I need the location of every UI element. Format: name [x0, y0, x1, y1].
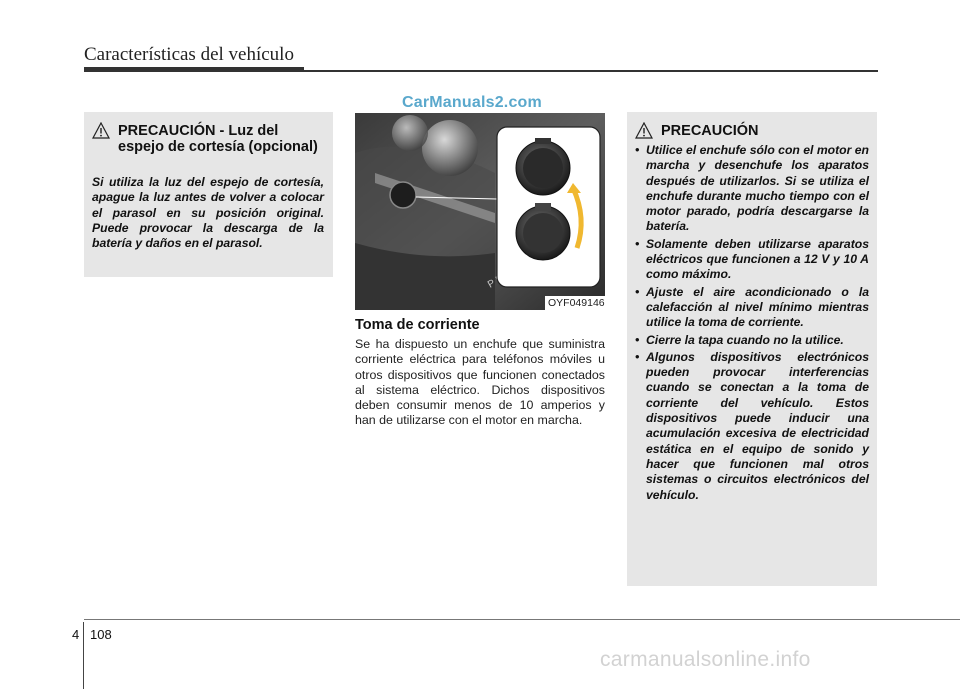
bullet-item — [635, 333, 869, 348]
header-rule-thick — [84, 67, 304, 72]
bullet-dot: • — [635, 236, 640, 251]
page-header-title: Características del vehículo — [84, 44, 294, 65]
bullet-dot: • — [635, 284, 640, 299]
caution-text: Si utiliza la luz del espejo de cortesía, apague la luz antes de volver a colocar el parasol en su posición original. Puede provocar la descarga de la batería y daños en el parasol. — [92, 175, 324, 251]
bullet-text: Algunos dispositivos electrónicos pueden provocar interferencias cuando se conectan a la toma de corriente del vehículo. Estos dispositivos puede inducir una acumulación excesiva de electricidad estática en el equipo de sonido y hacer que funcionen mal otros sistemas o circuitos electrónicos del vehículo. — [646, 349, 869, 502]
bullet-item — [635, 143, 869, 235]
warning-triangle-icon — [92, 122, 110, 139]
header-rule-thin — [304, 70, 878, 72]
caution-box-mirror-light — [84, 112, 333, 277]
page-number: 108 — [90, 627, 112, 642]
bullet-text: Solamente deben utilizarse aparatos eléctricos que funcionen a 12 V y 10 A como máximo. — [646, 236, 869, 282]
bullet-item — [635, 285, 869, 331]
chapter-number: 4 — [72, 627, 80, 642]
bullet-dot: • — [635, 332, 640, 347]
bullet-text: Utilice el enchufe sólo con el motor en marcha y desenchufe los aparatos después de utilizarlos. Si se utiliza el enchufe durante mucho tiempo con el motor parado, podría descargarse la batería. — [646, 143, 869, 234]
caution-bullet-list — [635, 143, 869, 505]
bullet-item — [635, 350, 869, 503]
bullet-dot: • — [635, 349, 640, 364]
power-outlet-photo — [355, 113, 605, 310]
bullet-text: Ajuste el aire acondicionado o la calefacción al nivel mínimo mientras utilice la toma de corriente. — [646, 284, 869, 330]
watermark-bottom-link[interactable]: carmanualsonline.info — [600, 648, 811, 671]
svg-text:P R N: P — [486, 277, 498, 291]
section-heading: Toma de corriente — [355, 317, 480, 333]
section-body-text: Se ha dispuesto un enchufe que suministra corriente eléctrica para teléfonos móviles u otros dispositivos que funcionen conectados al sistema eléctrico. Dichos dispositivos deben consumir menos de 10 amperios y han de utilizarse con el motor en marcha. — [355, 337, 605, 428]
bullet-dot: • — [635, 143, 640, 157]
bullet-item — [635, 237, 869, 283]
caution-title: PRECAUCIÓN — [661, 123, 759, 139]
caution-box-power-outlet — [627, 112, 877, 586]
bullet-text: Cierre la tapa cuando no la utilice. — [646, 332, 844, 347]
warning-triangle-icon — [635, 122, 653, 139]
photo-code-label: OYF049146 — [545, 296, 608, 310]
caution-title: PRECAUCIÓN - Luz del espejo de cortesía (opcional) — [118, 123, 318, 155]
footer-divider — [83, 622, 84, 689]
footer-rule — [84, 619, 960, 620]
watermark-link[interactable]: CarManuals2.com — [402, 94, 542, 111]
